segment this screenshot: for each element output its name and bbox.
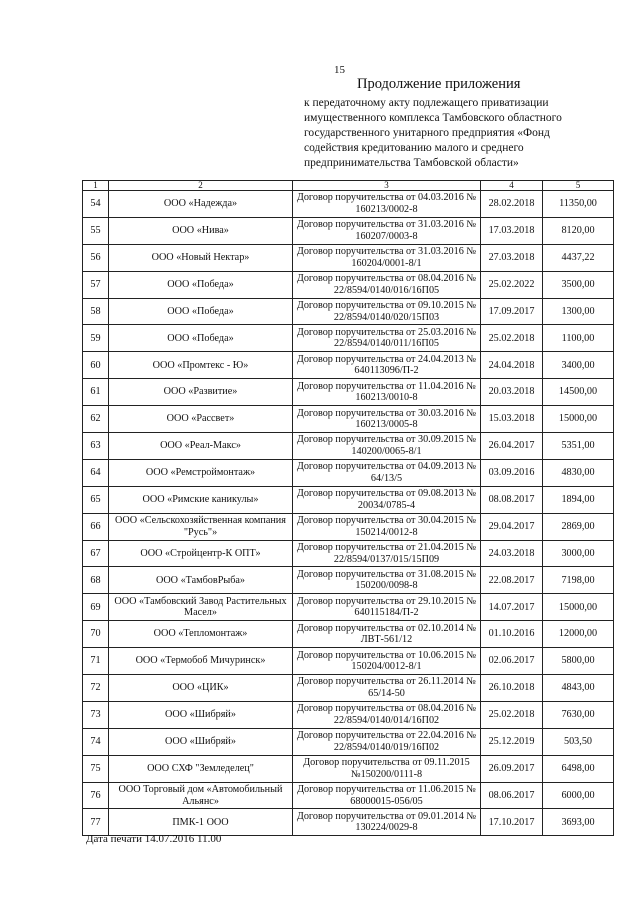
column-header: 5 <box>543 181 614 191</box>
organization-name: ООО Торговый дом «Автомобильный Альянс» <box>109 782 293 809</box>
row-number: 69 <box>83 594 109 621</box>
document-subtitle <box>304 96 604 171</box>
table-row <box>83 379 614 406</box>
guarantee-amount: 12000,00 <box>543 621 614 648</box>
organization-name: ООО «ТамбовРыба» <box>109 567 293 594</box>
guarantee-table <box>82 180 614 836</box>
expiry-date: 03.09.2016 <box>481 459 543 486</box>
guarantee-amount: 1894,00 <box>543 486 614 513</box>
guarantee-amount: 6000,00 <box>543 782 614 809</box>
organization-name: ООО «Стройцентр-К ОПТ» <box>109 540 293 567</box>
guarantee-contract: Договор поручительства от 29.10.2015 № 640115184/П-2 <box>293 594 481 621</box>
table-row <box>83 406 614 433</box>
table-row <box>83 325 614 352</box>
table-row <box>83 621 614 648</box>
table-row <box>83 298 614 325</box>
guarantee-contract: Договор поручительства от 22.04.2016 № 22/8594/0140/019/16П02 <box>293 728 481 755</box>
table-row <box>83 648 614 675</box>
table-row <box>83 675 614 702</box>
row-number: 76 <box>83 782 109 809</box>
guarantee-contract: Договор поручительства от 08.04.2016 № 22/8594/0140/014/16П02 <box>293 701 481 728</box>
organization-name: ООО «Новый Нектар» <box>109 244 293 271</box>
guarantee-amount: 7198,00 <box>543 567 614 594</box>
organization-name: ООО «Ремстроймонтаж» <box>109 459 293 486</box>
organization-name: ООО «Развитие» <box>109 379 293 406</box>
row-number: 65 <box>83 486 109 513</box>
guarantee-amount: 15000,00 <box>543 594 614 621</box>
row-number: 66 <box>83 513 109 540</box>
expiry-date: 22.08.2017 <box>481 567 543 594</box>
guarantee-contract: Договор поручительства от 30.04.2015 № 150214/0012-8 <box>293 513 481 540</box>
row-number: 62 <box>83 406 109 433</box>
expiry-date: 27.03.2018 <box>481 244 543 271</box>
guarantee-contract: Договор поручительства от 24.04.2013 № 640113096/П-2 <box>293 352 481 379</box>
guarantee-amount: 1300,00 <box>543 298 614 325</box>
guarantee-amount: 7630,00 <box>543 701 614 728</box>
guarantee-contract: Договор поручительства от 26.11.2014 № 65/14-50 <box>293 675 481 702</box>
expiry-date: 25.02.2018 <box>481 325 543 352</box>
organization-name: ООО «Тепломонтаж» <box>109 621 293 648</box>
row-number: 74 <box>83 728 109 755</box>
table-row <box>83 782 614 809</box>
expiry-date: 25.02.2022 <box>481 271 543 298</box>
guarantee-amount: 8120,00 <box>543 217 614 244</box>
guarantee-contract: Договор поручительства от 04.03.2016 № 160213/0002-8 <box>293 191 481 218</box>
row-number: 61 <box>83 379 109 406</box>
guarantee-contract: Договор поручительства от 04.09.2013 № 64/13/5 <box>293 459 481 486</box>
guarantee-amount: 15000,00 <box>543 406 614 433</box>
table-row <box>83 459 614 486</box>
guarantee-amount: 5800,00 <box>543 648 614 675</box>
guarantee-contract: Договор поручительства от 31.03.2016 № 160207/0003-8 <box>293 217 481 244</box>
guarantee-contract: Договор поручительства от 11.04.2016 № 160213/0010-8 <box>293 379 481 406</box>
subtitle-line: государственного унитарного предприятия «Фонд <box>304 127 550 139</box>
row-number: 58 <box>83 298 109 325</box>
expiry-date: 17.09.2017 <box>481 298 543 325</box>
subtitle-line: содействия кредитованию малого и среднего <box>304 142 524 154</box>
row-number: 77 <box>83 809 109 836</box>
print-date: Дата печати 14.07.2016 11.00 <box>86 833 222 845</box>
guarantee-amount: 2869,00 <box>543 513 614 540</box>
row-number: 64 <box>83 459 109 486</box>
expiry-date: 26.09.2017 <box>481 755 543 782</box>
guarantee-amount: 4437,22 <box>543 244 614 271</box>
organization-name: ООО «Промтекс - Ю» <box>109 352 293 379</box>
guarantee-amount: 4843,00 <box>543 675 614 702</box>
expiry-date: 28.02.2018 <box>481 191 543 218</box>
row-number: 54 <box>83 191 109 218</box>
expiry-date: 01.10.2016 <box>481 621 543 648</box>
organization-name: ООО «ЦИК» <box>109 675 293 702</box>
subtitle-line: предпринимательства Тамбовской области» <box>304 157 519 169</box>
row-number: 67 <box>83 540 109 567</box>
row-number: 56 <box>83 244 109 271</box>
row-number: 70 <box>83 621 109 648</box>
expiry-date: 17.10.2017 <box>481 809 543 836</box>
guarantee-amount: 14500,00 <box>543 379 614 406</box>
expiry-date: 24.03.2018 <box>481 540 543 567</box>
expiry-date: 15.03.2018 <box>481 406 543 433</box>
table-row <box>83 594 614 621</box>
guarantee-contract: Договор поручительства от 10.06.2015 № 150204/0012-8/1 <box>293 648 481 675</box>
expiry-date: 14.07.2017 <box>481 594 543 621</box>
column-header: 4 <box>481 181 543 191</box>
expiry-date: 26.04.2017 <box>481 433 543 460</box>
table-row <box>83 728 614 755</box>
expiry-date: 29.04.2017 <box>481 513 543 540</box>
guarantee-contract: Договор поручительства от 30.09.2015 № 140200/0065-8/1 <box>293 433 481 460</box>
guarantee-contract: Договор поручительства от 30.03.2016 № 160213/0005-8 <box>293 406 481 433</box>
expiry-date: 24.04.2018 <box>481 352 543 379</box>
table-row <box>83 701 614 728</box>
row-number: 55 <box>83 217 109 244</box>
page-title: Продолжение приложения <box>357 76 521 92</box>
expiry-date: 08.06.2017 <box>481 782 543 809</box>
guarantee-contract: Договор поручительства от 31.08.2015 № 150200/0098-8 <box>293 567 481 594</box>
column-header: 1 <box>83 181 109 191</box>
table-row <box>83 486 614 513</box>
page-number: 15 <box>334 64 345 76</box>
table-row <box>83 755 614 782</box>
expiry-date: 02.06.2017 <box>481 648 543 675</box>
organization-name: ООО «Победа» <box>109 271 293 298</box>
guarantee-amount: 3693,00 <box>543 809 614 836</box>
guarantee-amount: 1100,00 <box>543 325 614 352</box>
organization-name: ООО «Римские каникулы» <box>109 486 293 513</box>
guarantee-contract: Договор поручительства от 31.03.2016 № 160204/0001-8/1 <box>293 244 481 271</box>
organization-name: ООО СХФ "Земледелец" <box>109 755 293 782</box>
organization-name: ООО «Сельскохозяйственная компания "Русь"» <box>109 513 293 540</box>
row-number: 63 <box>83 433 109 460</box>
guarantee-contract: Договор поручительства от 11.06.2015 № 68000015-056/05 <box>293 782 481 809</box>
row-number: 71 <box>83 648 109 675</box>
table-row <box>83 540 614 567</box>
table-row <box>83 191 614 218</box>
organization-name: ООО «Надежда» <box>109 191 293 218</box>
row-number: 57 <box>83 271 109 298</box>
expiry-date: 20.03.2018 <box>481 379 543 406</box>
column-header: 2 <box>109 181 293 191</box>
organization-name: ООО «Победа» <box>109 325 293 352</box>
organization-name: ООО «Тамбовский Завод Растительных Масел» <box>109 594 293 621</box>
guarantee-amount: 6498,00 <box>543 755 614 782</box>
table-row <box>83 567 614 594</box>
guarantee-amount: 5351,00 <box>543 433 614 460</box>
organization-name: ООО «Термобоб Мичуринск» <box>109 648 293 675</box>
organization-name: ООО «Рассвет» <box>109 406 293 433</box>
subtitle-line: к передаточному акту подлежащего приватизации <box>304 97 549 109</box>
guarantee-contract: Договор поручительства от 25.03.2016 № 22/8594/0140/011/16П05 <box>293 325 481 352</box>
table-row <box>83 809 614 836</box>
organization-name: ООО «Шибряй» <box>109 728 293 755</box>
expiry-date: 25.02.2018 <box>481 701 543 728</box>
expiry-date: 25.12.2019 <box>481 728 543 755</box>
guarantee-contract: Договор поручительства от 08.04.2016 № 22/8594/0140/016/16П05 <box>293 271 481 298</box>
guarantee-contract: Договор поручительства от 09.01.2014 № 130224/0029-8 <box>293 809 481 836</box>
table-header-row <box>83 181 614 191</box>
row-number: 60 <box>83 352 109 379</box>
subtitle-line: имущественного комплекса Тамбовского областного <box>304 112 562 124</box>
row-number: 72 <box>83 675 109 702</box>
table-row <box>83 513 614 540</box>
guarantee-amount: 503,50 <box>543 728 614 755</box>
guarantee-contract: Договор поручительства от 02.10.2014 № ЛВТ-561/12 <box>293 621 481 648</box>
row-number: 68 <box>83 567 109 594</box>
organization-name: ООО «Нива» <box>109 217 293 244</box>
expiry-date: 26.10.2018 <box>481 675 543 702</box>
guarantee-amount: 11350,00 <box>543 191 614 218</box>
row-number: 59 <box>83 325 109 352</box>
guarantee-amount: 4830,00 <box>543 459 614 486</box>
row-number: 73 <box>83 701 109 728</box>
guarantee-amount: 3400,00 <box>543 352 614 379</box>
table-row <box>83 433 614 460</box>
expiry-date: 17.03.2018 <box>481 217 543 244</box>
table-row <box>83 217 614 244</box>
organization-name: ООО «Реал-Макс» <box>109 433 293 460</box>
guarantee-contract: Договор поручительства от 09.11.2015 №150200/0111-8 <box>293 755 481 782</box>
guarantee-amount: 3000,00 <box>543 540 614 567</box>
organization-name: ООО «Победа» <box>109 298 293 325</box>
table-row <box>83 352 614 379</box>
table-row <box>83 244 614 271</box>
guarantee-contract: Договор поручительства от 21.04.2015 № 22/8594/0137/015/15П09 <box>293 540 481 567</box>
guarantee-contract: Договор поручительства от 09.08.2013 № 20034/0785-4 <box>293 486 481 513</box>
row-number: 75 <box>83 755 109 782</box>
column-header: 3 <box>293 181 481 191</box>
expiry-date: 08.08.2017 <box>481 486 543 513</box>
table-row <box>83 271 614 298</box>
organization-name: ООО «Шибряй» <box>109 701 293 728</box>
guarantee-amount: 3500,00 <box>543 271 614 298</box>
guarantee-contract: Договор поручительства от 09.10.2015 № 22/8594/0140/020/15П03 <box>293 298 481 325</box>
organization-name: ПМК-1 ООО <box>109 809 293 836</box>
